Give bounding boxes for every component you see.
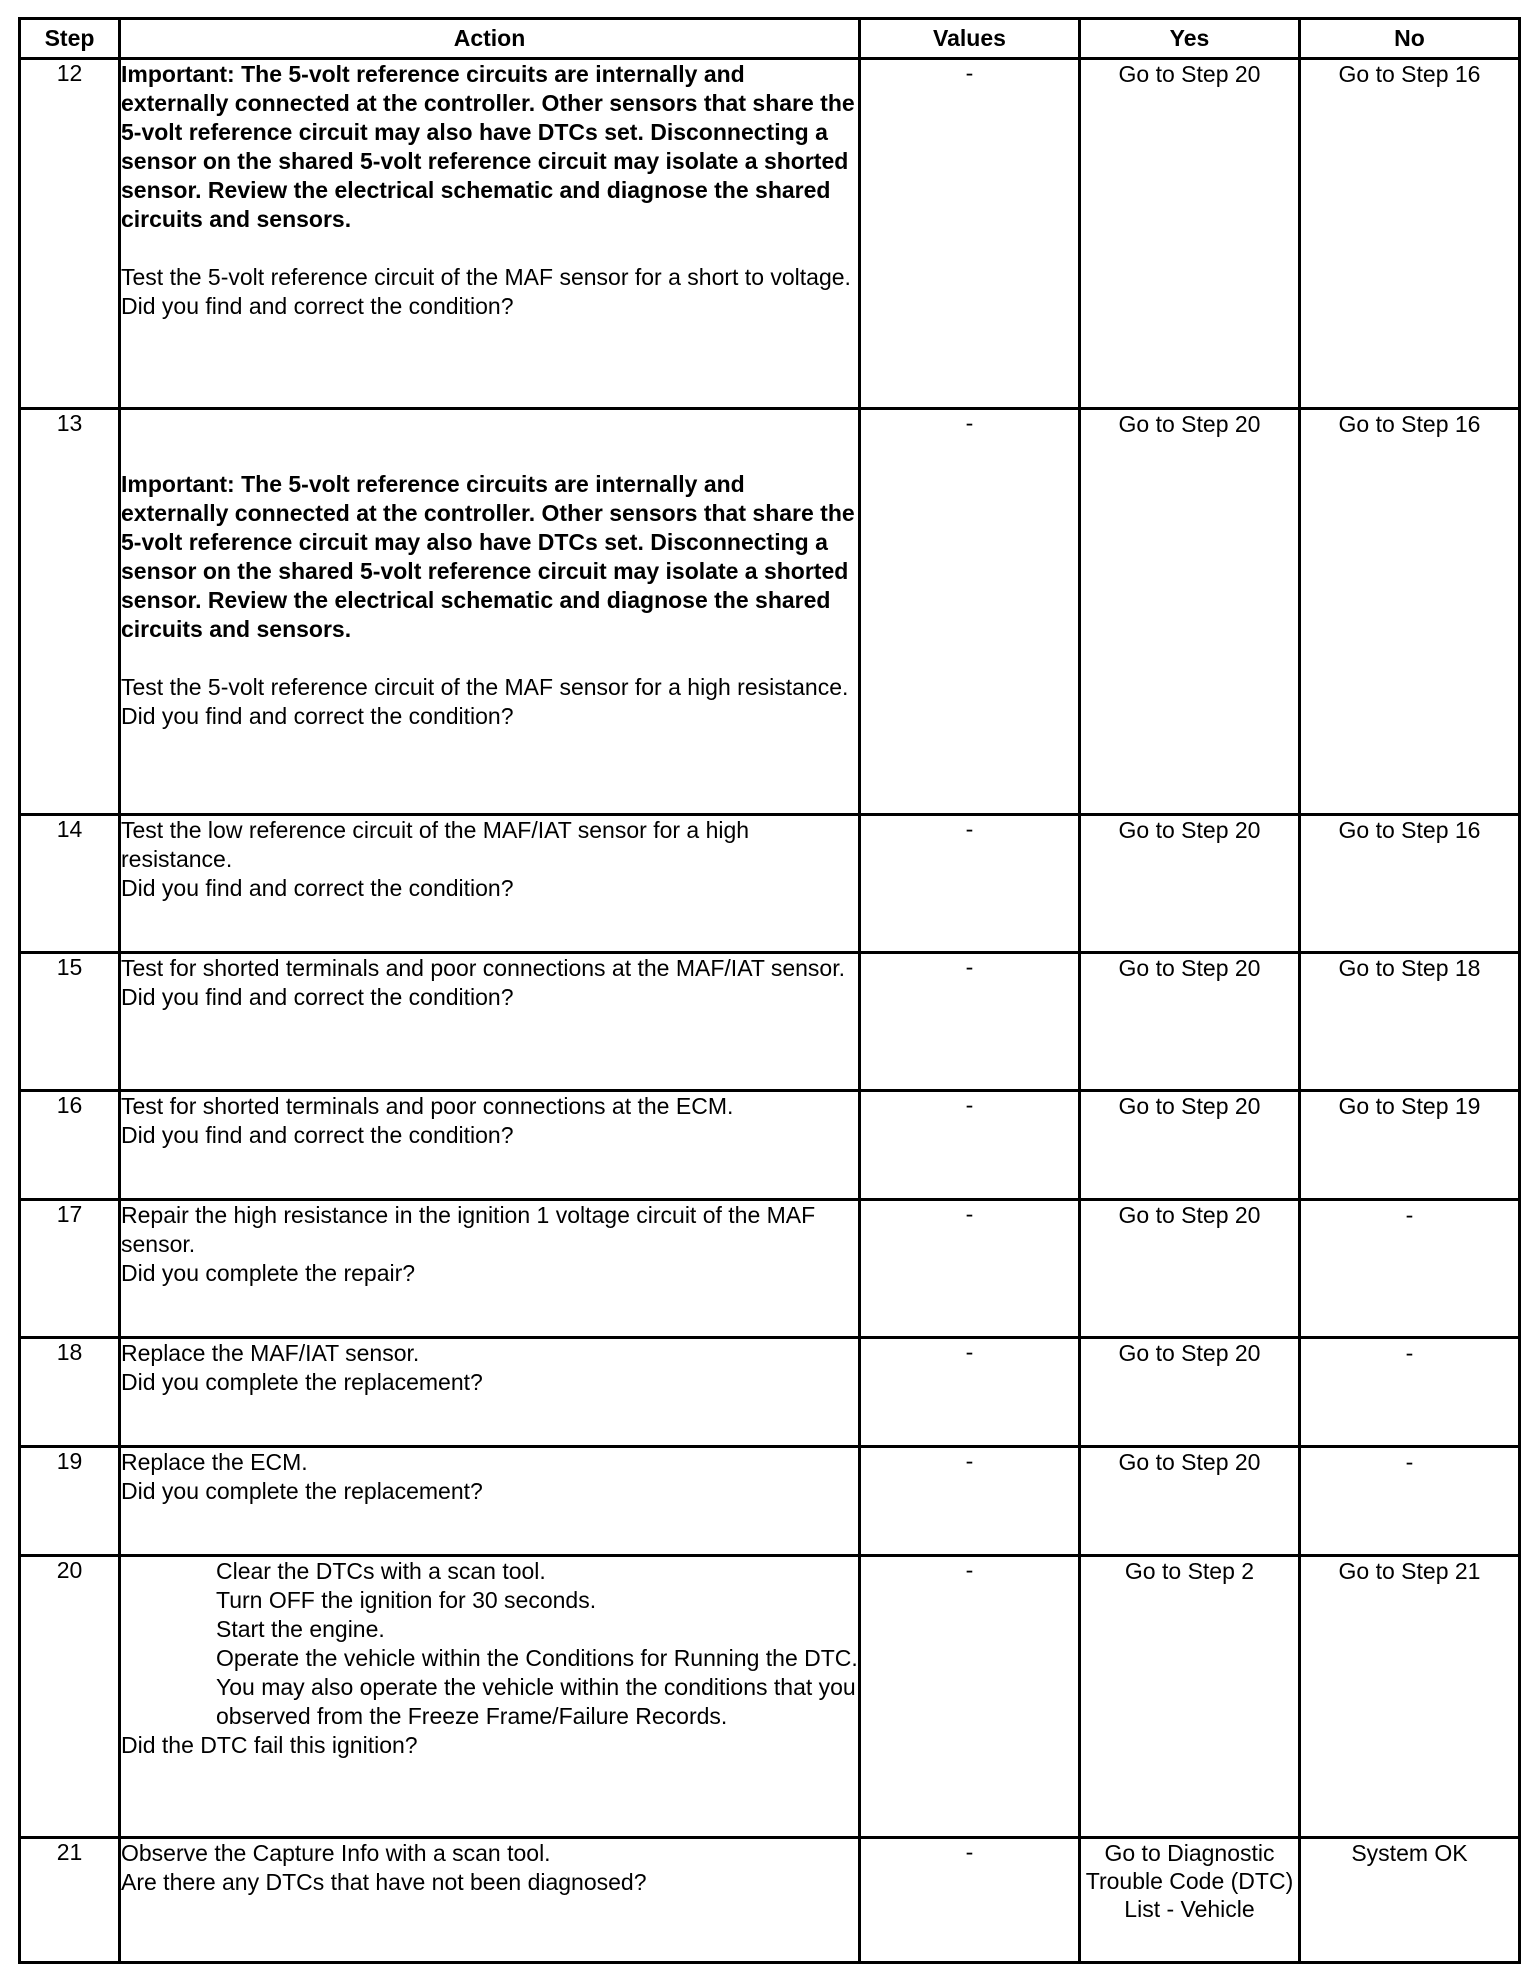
action-instruction: Replace the MAF/IAT sensor. <box>121 1340 420 1366</box>
action-cell <box>120 1447 860 1556</box>
action-instruction: Test the 5-volt reference circuit of the MAF sensor for a high resistance. <box>121 674 849 700</box>
table-row <box>20 1091 1520 1200</box>
action-question: Did you find and correct the condition? <box>121 984 514 1010</box>
no-cell: Go to Step 16 <box>1300 59 1520 409</box>
action-question: Did you find and correct the condition? <box>121 293 514 319</box>
table-row <box>20 59 1520 409</box>
header-row <box>20 19 1520 59</box>
list-item: Start the engine. <box>216 1616 385 1642</box>
values-cell: - <box>860 815 1080 953</box>
list-item: Turn OFF the ignition for 30 seconds. <box>216 1587 597 1613</box>
header-action: Action <box>120 19 860 59</box>
action-cell <box>120 1838 860 1963</box>
step-number: 14 <box>20 815 120 953</box>
yes-cell: Go to Diagnostic Trouble Code (DTC) List - Vehicle <box>1080 1838 1300 1963</box>
list-item: Operate the vehicle within the Conditions for Running the DTC. You may also operate the vehicle within the conditions that you observed from the Freeze Frame/Failure Records. <box>216 1645 858 1729</box>
no-cell: - <box>1300 1200 1520 1338</box>
header-values: Values <box>860 19 1080 59</box>
yes-cell: Go to Step 20 <box>1080 1091 1300 1200</box>
action-instruction: Test for shorted terminals and poor connections at the MAF/IAT sensor. <box>121 955 846 981</box>
step-number: 15 <box>20 953 120 1091</box>
table-row <box>20 815 1520 953</box>
action-instruction: Observe the Capture Info with a scan tool. <box>121 1840 551 1866</box>
no-cell: Go to Step 18 <box>1300 953 1520 1091</box>
no-cell: - <box>1300 1338 1520 1447</box>
values-cell: - <box>860 1200 1080 1338</box>
action-question: Did you complete the replacement? <box>121 1478 483 1504</box>
action-cell <box>120 409 860 815</box>
table-row <box>20 1556 1520 1838</box>
list-item: Clear the DTCs with a scan tool. <box>216 1558 546 1584</box>
table-row <box>20 1838 1520 1963</box>
yes-cell: Go to Step 20 <box>1080 953 1300 1091</box>
table-row <box>20 409 1520 815</box>
yes-cell: Go to Step 20 <box>1080 1200 1300 1338</box>
table-row <box>20 1338 1520 1447</box>
values-cell: - <box>860 59 1080 409</box>
important-note: Important: The 5-volt reference circuits are internally and externally connected at the controller. Other sensors that share the 5-volt reference circuit may also have DTCs set. Disconnecting a sensor on the shared 5-volt reference circuit may isolate a shorted sensor. Review the electrical schematic and diagnose the shared circuits and sensors. <box>121 471 855 642</box>
action-question: Did you find and correct the condition? <box>121 875 514 901</box>
action-question: Are there any DTCs that have not been diagnosed? <box>121 1869 647 1895</box>
no-cell: Go to Step 16 <box>1300 815 1520 953</box>
no-cell: Go to Step 16 <box>1300 409 1520 815</box>
action-instruction: Test the low reference circuit of the MAF/IAT sensor for a high resistance. <box>121 817 750 872</box>
action-cell <box>120 953 860 1091</box>
action-question: Did you complete the repair? <box>121 1260 416 1286</box>
values-cell: - <box>860 1447 1080 1556</box>
action-instruction: Replace the ECM. <box>121 1449 308 1475</box>
yes-cell: Go to Step 20 <box>1080 815 1300 953</box>
step-number: 19 <box>20 1447 120 1556</box>
step-number: 13 <box>20 409 120 815</box>
yes-cell: Go to Step 20 <box>1080 1447 1300 1556</box>
action-question: Did you find and correct the condition? <box>121 703 514 729</box>
values-cell: - <box>860 953 1080 1091</box>
values-cell: - <box>860 1338 1080 1447</box>
table-row <box>20 1447 1520 1556</box>
action-cell <box>120 1556 860 1838</box>
table-row <box>20 953 1520 1091</box>
values-cell: - <box>860 1556 1080 1838</box>
action-cell <box>120 59 860 409</box>
action-question: Did you complete the replacement? <box>121 1369 483 1395</box>
action-cell <box>120 1091 860 1200</box>
header-no: No <box>1300 19 1520 59</box>
no-cell: - <box>1300 1447 1520 1556</box>
yes-cell: Go to Step 20 <box>1080 59 1300 409</box>
no-cell: Go to Step 21 <box>1300 1556 1520 1838</box>
action-instruction: Repair the high resistance in the ignition 1 voltage circuit of the MAF sensor. <box>121 1202 816 1257</box>
values-cell: - <box>860 1838 1080 1963</box>
yes-cell: Go to Step 20 <box>1080 1338 1300 1447</box>
table-row <box>20 1200 1520 1338</box>
values-cell: - <box>860 409 1080 815</box>
step-number: 21 <box>20 1838 120 1963</box>
header-step: Step <box>20 19 120 59</box>
action-cell <box>120 1338 860 1447</box>
yes-cell: Go to Step 2 <box>1080 1556 1300 1838</box>
action-steps-list <box>121 1557 858 1731</box>
action-cell <box>120 1200 860 1338</box>
action-instruction: Test the 5-volt reference circuit of the MAF sensor for a short to voltage. <box>121 264 851 290</box>
diagnostic-table <box>18 17 1521 1964</box>
action-question: Did the DTC fail this ignition? <box>121 1732 418 1758</box>
yes-cell: Go to Step 20 <box>1080 409 1300 815</box>
step-number: 12 <box>20 59 120 409</box>
step-number: 20 <box>20 1556 120 1838</box>
no-cell: Go to Step 19 <box>1300 1091 1520 1200</box>
values-cell: - <box>860 1091 1080 1200</box>
step-number: 17 <box>20 1200 120 1338</box>
no-cell: System OK <box>1300 1838 1520 1963</box>
action-question: Did you find and correct the condition? <box>121 1122 514 1148</box>
important-note: Important: The 5-volt reference circuits are internally and externally connected at the controller. Other sensors that share the 5-volt reference circuit may also have DTCs set. Disconnecting a sensor on the shared 5-volt reference circuit may isolate a shorted sensor. Review the electrical schematic and diagnose the shared circuits and sensors. <box>121 61 855 232</box>
action-cell <box>120 815 860 953</box>
step-number: 16 <box>20 1091 120 1200</box>
action-instruction: Test for shorted terminals and poor connections at the ECM. <box>121 1093 734 1119</box>
header-yes: Yes <box>1080 19 1300 59</box>
step-number: 18 <box>20 1338 120 1447</box>
